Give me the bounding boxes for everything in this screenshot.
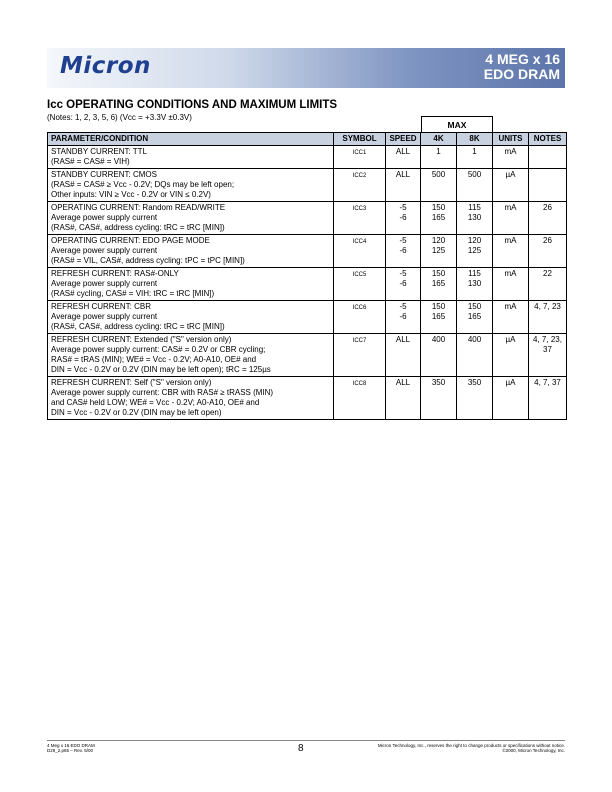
- parameter-line: (RAS#, CAS#, address cycling: tRC = tRC [MIN]): [51, 322, 225, 331]
- table-row: [48, 202, 567, 235]
- v8k-value: 115: [468, 269, 481, 278]
- table-body: [48, 146, 567, 420]
- parameter-line: and CAS# held LOW; WE# = Vcc - 0.2V; A0-A10, OE# and: [51, 398, 260, 407]
- symbol-cell: [334, 268, 386, 301]
- parameter-line: (RAS#, CAS#, address cycling: tRC = tRC [MIN]): [51, 223, 225, 232]
- units-cell: mA: [493, 235, 529, 268]
- v8k-value: 165: [467, 312, 482, 321]
- v4k-cell: [421, 377, 457, 420]
- footer-doc-rev: D29_2.p65 – Rev. 5/00: [47, 748, 93, 753]
- header-speed: SPEED: [386, 133, 421, 146]
- notes-cell: 22: [529, 268, 567, 301]
- parameter-line: OPERATING CURRENT: EDO PAGE MODE: [51, 236, 210, 245]
- v8k-cell: [457, 169, 493, 202]
- v4k-value: 150: [431, 302, 446, 311]
- footer-disclaimer: Micron Technology, Inc., reserves the right to change products or specifications without notice.: [377, 743, 565, 748]
- parameter-line: Average power supply current: [51, 312, 158, 321]
- v8k-cell: [457, 334, 493, 377]
- v8k-cell: [457, 301, 493, 334]
- notes-cell: [529, 146, 567, 169]
- v8k-value: 130: [467, 279, 482, 288]
- v4k-cell: [421, 235, 457, 268]
- v8k-value: 120: [467, 236, 482, 245]
- section-title: Icc OPERATING CONDITIONS AND MAXIMUM LIMITS: [47, 99, 338, 111]
- table-row: [48, 169, 567, 202]
- parameter-line: (RAS# = CAS# ≥ Vcc - 0.2V; DQs may be left open;: [51, 180, 235, 189]
- v8k-value: 150: [467, 302, 482, 311]
- symbol-value: ICC5: [352, 272, 367, 278]
- v8k-cell: [457, 268, 493, 301]
- footer-left: [47, 743, 95, 753]
- parameter-line: Average power supply current: CAS# = 0.2V or CBR cycling;: [51, 345, 266, 354]
- parameter-line: DIN = Vcc - 0.2V or 0.2V (DIN may be left open); tRC = 125µs: [51, 365, 271, 374]
- symbol-cell: [334, 301, 386, 334]
- notes-cell: 4, 7, 23: [529, 301, 567, 334]
- symbol-value: ICC1: [352, 150, 367, 156]
- parameter-line: OPERATING CURRENT: Random READ/WRITE: [51, 203, 226, 212]
- speed-cell: [386, 202, 421, 235]
- section-notes: (Notes: 1, 2, 3, 5, 6) (Vcc = +3.3V ±0.3V): [47, 113, 192, 122]
- parameter-line: Average power supply current: [51, 279, 158, 288]
- page-number: 8: [298, 743, 304, 754]
- v8k-value: 350: [467, 378, 482, 387]
- header-symbol: SYMBOL: [334, 133, 386, 146]
- v8k-cell: [457, 146, 493, 169]
- header-4k: 4K: [421, 133, 457, 146]
- footer-copyright: ©2000, Micron Technology, Inc.: [502, 748, 565, 753]
- speed-cell: [386, 268, 421, 301]
- symbol-value: ICC6: [352, 305, 367, 311]
- parameter-cell: [48, 146, 334, 169]
- units-cell: µA: [493, 169, 529, 202]
- parameter-line: STANDBY CURRENT: CMOS: [51, 170, 157, 179]
- v4k-value: 150: [431, 269, 446, 278]
- symbol-cell: [334, 235, 386, 268]
- v8k-cell: [457, 202, 493, 235]
- v8k-cell: [457, 377, 493, 420]
- v8k-value: 1: [472, 147, 477, 156]
- v4k-cell: [421, 169, 457, 202]
- v4k-value: 165: [431, 312, 446, 321]
- v8k-value: 115: [468, 203, 481, 212]
- parameter-cell: [48, 202, 334, 235]
- v4k-value: 400: [431, 335, 446, 344]
- speed-value: ALL: [395, 378, 411, 387]
- units-cell: mA: [493, 301, 529, 334]
- units-cell: mA: [493, 146, 529, 169]
- table-row: [48, 235, 567, 268]
- v4k-cell: [421, 268, 457, 301]
- symbol-value: ICC3: [352, 206, 367, 212]
- units-cell: mA: [493, 202, 529, 235]
- parameter-line: (RAS# = CAS# = VIH): [51, 157, 130, 166]
- v8k-value: 400: [467, 335, 482, 344]
- v8k-value: 125: [467, 246, 482, 255]
- v4k-cell: [421, 301, 457, 334]
- v4k-cell: [421, 334, 457, 377]
- parameter-cell: [48, 334, 334, 377]
- parameter-line: STANDBY CURRENT: TTL: [51, 147, 148, 156]
- speed-cell: [386, 301, 421, 334]
- speed-value: -6: [399, 213, 407, 222]
- speed-cell: [386, 235, 421, 268]
- header-8k: 8K: [457, 133, 493, 146]
- speed-value: -6: [399, 279, 407, 288]
- symbol-value: ICC7: [352, 338, 367, 344]
- notes-cell: [529, 169, 567, 202]
- symbol-value: ICC4: [352, 239, 367, 245]
- header-notes: NOTES: [529, 133, 567, 146]
- speed-cell: [386, 146, 421, 169]
- parameter-line: REFRESH CURRENT: RAS#-ONLY: [51, 269, 179, 278]
- footer-divider: [47, 740, 565, 741]
- header-parameter: PARAMETER/CONDITION: [48, 133, 334, 146]
- table-row: [48, 334, 567, 377]
- parameter-cell: [48, 301, 334, 334]
- speed-value: -6: [399, 246, 407, 255]
- speed-cell: [386, 334, 421, 377]
- parameter-cell: [48, 169, 334, 202]
- symbol-cell: [334, 377, 386, 420]
- title-line-1: 4 MEG x 16: [485, 51, 560, 67]
- v4k-value: 165: [431, 213, 446, 222]
- symbol-cell: [334, 202, 386, 235]
- v4k-value: 120: [431, 236, 446, 245]
- notes-cell: 26: [529, 235, 567, 268]
- speed-cell: [386, 169, 421, 202]
- parameter-line: Other inputs: VIN ≥ Vcc - 0.2V or VIN ≤ 0.2V): [51, 190, 211, 199]
- parameter-line: Average power supply current: [51, 213, 158, 222]
- units-cell: µA: [493, 377, 529, 420]
- v4k-value: 150: [431, 203, 446, 212]
- v4k-value: 125: [431, 246, 446, 255]
- parameter-line: DIN = Vcc - 0.2V or 0.2V (DIN may be left open): [51, 408, 222, 417]
- title-line-2: EDO DRAM: [483, 66, 560, 82]
- symbol-cell: [334, 146, 386, 169]
- parameter-line: Average power supply current: [51, 246, 158, 255]
- v8k-cell: [457, 235, 493, 268]
- document-title: [484, 52, 560, 82]
- speed-value: -5: [399, 203, 407, 212]
- speed-value: ALL: [395, 335, 411, 344]
- symbol-value: ICC8: [352, 381, 367, 387]
- speed-value: ALL: [395, 170, 411, 179]
- v8k-value: 130: [467, 213, 482, 222]
- speed-value: -5: [399, 236, 407, 245]
- symbol-cell: [334, 169, 386, 202]
- icc-limits-table: [47, 132, 567, 420]
- parameter-cell: [48, 377, 334, 420]
- parameter-line: REFRESH CURRENT: Self ("S" version only): [51, 378, 212, 387]
- table-row: [48, 146, 567, 169]
- v4k-value: 500: [431, 170, 446, 179]
- symbol-cell: [334, 334, 386, 377]
- speed-value: -6: [399, 312, 407, 321]
- speed-value: -5: [399, 302, 407, 311]
- parameter-line: REFRESH CURRENT: CBR: [51, 302, 152, 311]
- parameter-line: Average power supply current: CBR with RAS# ≥ tRASS (MIN): [51, 388, 274, 397]
- parameter-line: (RAS# = VIL, CAS#, address cycling: tPC = tPC [MIN]): [51, 256, 245, 265]
- parameter-line: RAS# = tRAS (MIN); WE# = Vcc - 0.2V; A0-A10, OE# and: [51, 355, 257, 364]
- footer-right: [378, 743, 565, 753]
- notes-cell: 4, 7, 37: [529, 377, 567, 420]
- parameter-line: REFRESH CURRENT: Extended ("S" version only): [51, 335, 232, 344]
- header-units: UNITS: [493, 133, 529, 146]
- notes-cell: 4, 7, 23, 37: [529, 334, 567, 377]
- parameter-line: (RAS# cycling, CAS# = VIH: tRC = tRC [MIN]): [51, 289, 215, 298]
- v4k-value: 350: [431, 378, 446, 387]
- parameter-cell: [48, 235, 334, 268]
- table-row: [48, 268, 567, 301]
- notes-cell: 26: [529, 202, 567, 235]
- table-row: [48, 301, 567, 334]
- units-cell: mA: [493, 268, 529, 301]
- max-column-group-label: MAX: [421, 116, 493, 132]
- table-row: [48, 377, 567, 420]
- speed-value: ALL: [395, 147, 411, 156]
- parameter-cell: [48, 268, 334, 301]
- speed-value: -5: [399, 269, 407, 278]
- v4k-cell: [421, 202, 457, 235]
- units-cell: µA: [493, 334, 529, 377]
- micron-logo: Micron: [60, 53, 151, 79]
- symbol-value: ICC2: [352, 173, 367, 179]
- v4k-value: 1: [436, 147, 441, 156]
- footer-doc-name: 4 Meg x 16 EDO DRAM: [47, 743, 95, 748]
- table-header-row: [48, 133, 567, 146]
- v8k-value: 500: [467, 170, 482, 179]
- speed-cell: [386, 377, 421, 420]
- v4k-value: 165: [431, 279, 446, 288]
- v4k-cell: [421, 146, 457, 169]
